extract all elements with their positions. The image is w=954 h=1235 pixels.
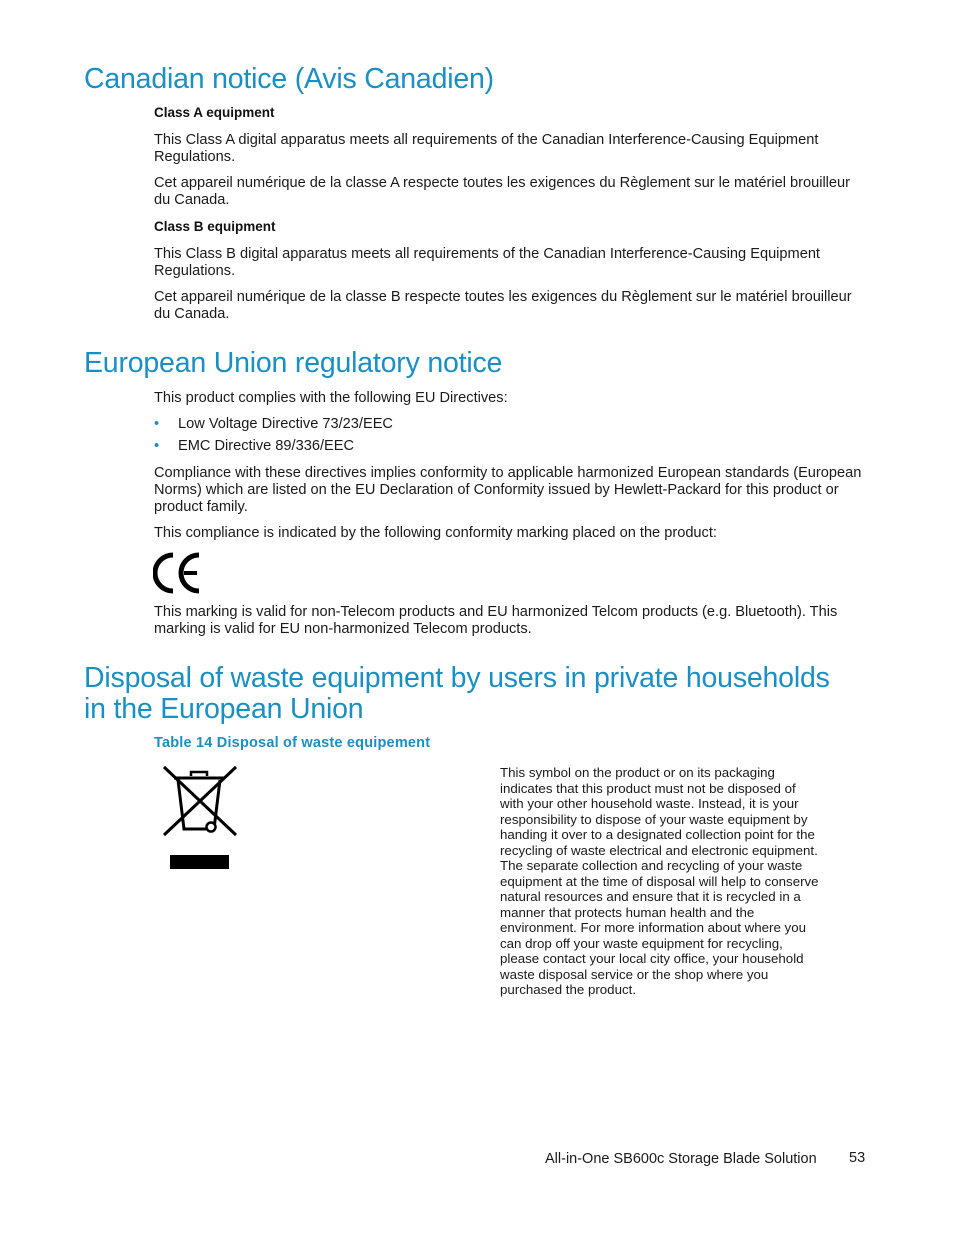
class-b-english-text: This Class B digital apparatus meets all requirements of the Canadian Interference-Causing Equipment Regulations. [154, 246, 820, 279]
class-a-french-text: Cet appareil numérique de la classe A respecte toutes les exigences du Règlement sur le matériel brouilleur du Canada. [154, 175, 851, 208]
list-item [154, 438, 354, 455]
eu-compliance-text: Compliance with these directives implies conformity to applicable harmonized European standards (European Norms) which are listed on the EU Declaration of Conformity issued by Hewlett-Packard for this product or product family. [154, 465, 862, 515]
ce-mark-icon [153, 552, 203, 594]
bullet-icon: • [154, 438, 160, 454]
bullet-icon: • [154, 416, 160, 432]
disposal-heading [84, 663, 830, 725]
footer-document-title: All-in-One SB600c Storage Blade Solution [545, 1151, 817, 1167]
page-number: 53 [849, 1150, 866, 1166]
waste-disposal-text: This symbol on the product or on its packaging indicates that this product must not be disposed of with your other household waste. Instead, it is your responsibility to dispose of your waste equipment by handing it over to a designated collection point for the recycling of waste electrical and electronic equipment. The separate collection and recycling of your waste equipment at the time of disposal will help to conserve natural resources and ensure that it is recycled in a manner that protects human health and the environment. For more information about where you can drop off your waste equipment for recycling, please contact your local city office, your household waste disposal service or the shop where you purchased the product. [500, 765, 819, 997]
eu-marking-intro: This compliance is indicated by the following conformity marking placed on the product: [154, 525, 717, 541]
class-a-heading: Class A equipment [154, 105, 275, 120]
list-item [154, 416, 393, 433]
eu-regulatory-heading: European Union regulatory notice [84, 347, 503, 379]
class-b-french-text: Cet appareil numérique de la classe B respecte toutes les exigences du Règlement sur le matériel brouilleur du Canada. [154, 289, 852, 322]
class-a-english-text: This Class A digital apparatus meets all requirements of the Canadian Interference-Causing Equipment Regulations. [154, 132, 819, 165]
eu-directives-intro: This product complies with the following EU Directives: [154, 390, 508, 406]
disposal-heading-line-1: Disposal of waste equipment by users in private households [84, 662, 830, 694]
disposal-heading-line-2: in the European Union [84, 693, 364, 725]
directive-emc: EMC Directive 89/336/EEC [178, 438, 355, 454]
eu-marking-validity-text: This marking is valid for non-Telecom products and EU harmonized Telcom products (e.g. Bluetooth). This marking is valid for EU non-harmonized Telecom products. [154, 604, 838, 637]
crossed-out-wheelie-bin-icon [160, 763, 240, 871]
directive-low-voltage: Low Voltage Directive 73/23/EEC [178, 416, 393, 432]
canadian-notice-heading: Canadian notice (Avis Canadien) [84, 63, 494, 95]
table-caption: Table 14 Disposal of waste equipement [154, 735, 431, 751]
class-b-heading: Class B equipment [154, 219, 276, 234]
